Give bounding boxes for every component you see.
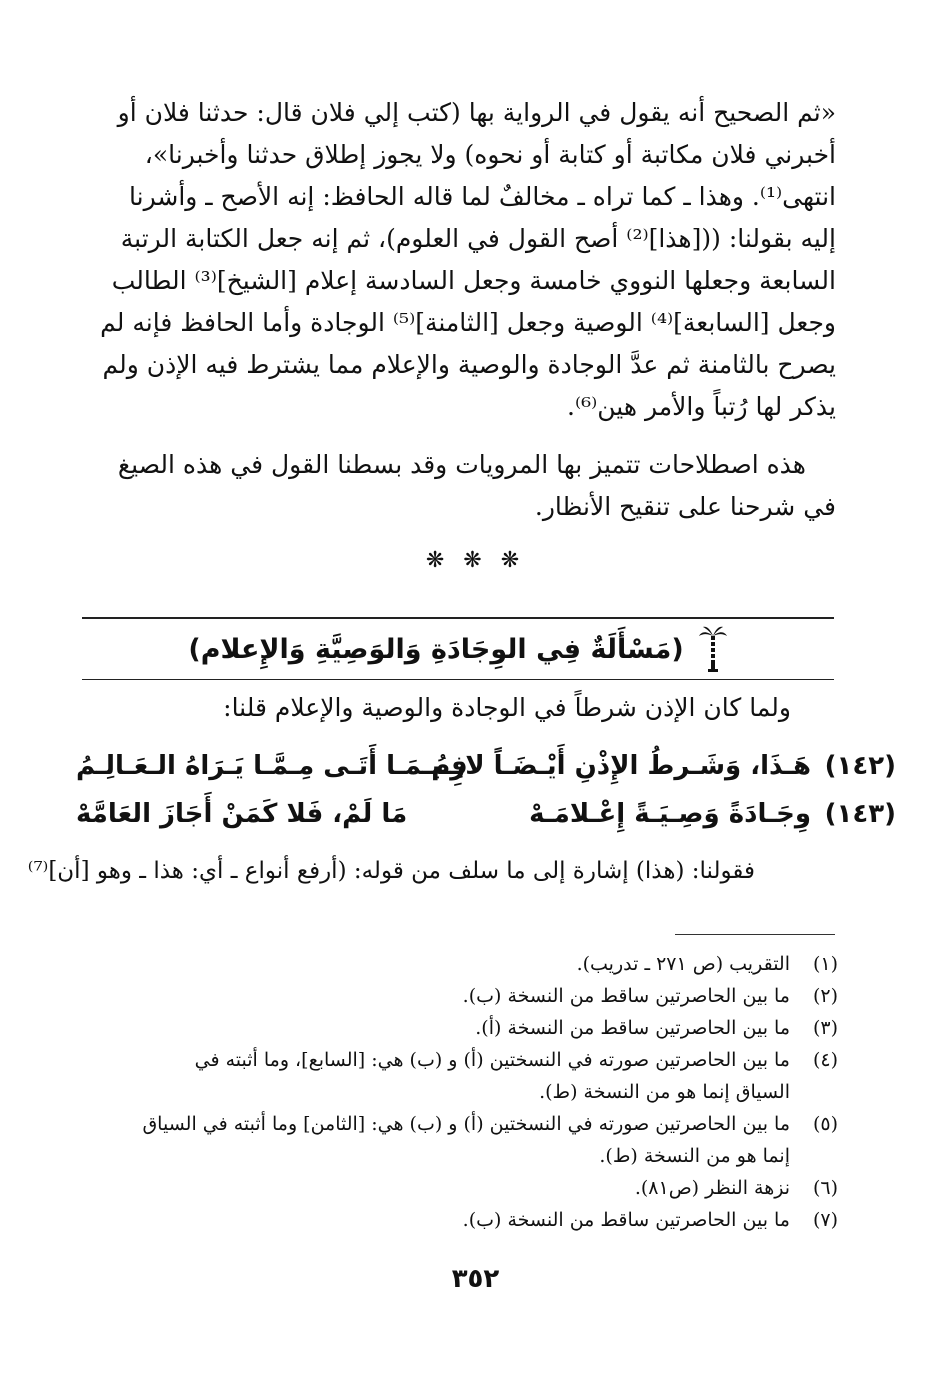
footnote-text: ما بين الحاصرتين ساقط من النسخة (أ). [475,1017,790,1039]
text-line: «ثم الصحيح أنه يقول في الرواية بها (كتب إلي فلان قال: حدثنا فلان أو [117,98,836,127]
verse-number: (١٤٣) [824,799,896,829]
footnote-item [78,1172,838,1204]
footnote-number: (٥) [812,1113,838,1135]
paragraph-main [78,92,836,428]
verse-first-hemistich: هَـذَا، وَشَـرطُ الإِذْنِ أَيْـضَـاً لازِمُ [431,751,811,781]
text-line: وجعل [السابعة]⁽⁴⁾ الوصية وجعل [الثامنة]⁽⁵⁾ الوجادة وأما الحافظ فإنه لم [100,308,836,337]
footnote-number: (٣) [812,1017,838,1039]
footnote-divider [675,934,835,935]
footnote-text: إنما هو من النسخة (ط). [599,1145,790,1167]
text-line: أخبرني فلان مكاتبة أو كتابة أو نحوه) ولا يجوز إطلاق حدثنا وأخبرنا»، [144,140,836,169]
section-separator: ❋ ❋ ❋ [425,548,526,573]
footnote-text: ما بين الحاصرتين ساقط من النسخة (ب). [462,985,790,1007]
footnotes [78,948,838,1236]
text-line: هذه اصطلاحات تتميز بها المرويات وقد بسطنا القول في هذه الصيغ [117,450,806,479]
footnote-number: (٢) [812,985,838,1007]
footnote-item [78,948,838,980]
text-line: إليه بقولنا: (([هذا]⁽²⁾ أصح القول في العلوم)، ثم إنه جعل الكتابة الرتبة [120,224,836,253]
footnote-text: ما بين الحاصرتين ساقط من النسخة (ب). [462,1209,790,1231]
verse-line [76,793,896,839]
verse-second-hemistich: فِـيـمَـا أَتَـى مِـمَّـا يَـرَاهُ الـعَـالِـمُ [76,751,468,781]
heading-rule-top [82,617,834,619]
intro-line: ولما كان الإذن شرطاً في الوجادة والوصية والإعلام قلنا: [223,693,791,722]
footnote-item [78,1012,838,1044]
page-number: ٣٥٢ [451,1264,500,1294]
footnote-text: ما بين الحاصرتين صورته في النسختين (أ) و (ب) هي: [السابع]، وما أثبته في [194,1049,790,1071]
footnote-item [78,1108,838,1172]
palm-ornament-icon [698,624,728,674]
commentary-line: فقولنا: (هذا) إشارة إلى ما سلف من قوله: (أرفع أنواع ـ أي: هذا ـ وهو [أن]⁽⁷⁾ [27,858,755,884]
text-line: انتهى⁽¹⁾. وهذا ـ كما تراه ـ مخالفٌ لما قاله الحافظ: إنه الأصح ـ وأشرنا [129,182,836,211]
footnote-text: السياق إنما هو من النسخة (ط). [539,1081,790,1103]
text-line: يذكر لها رُتباً والأمر هين⁽⁶⁾. [567,392,836,421]
footnote-number: (٧) [812,1209,838,1231]
footnote-item [78,980,838,1012]
footnote-text: ما بين الحاصرتين صورته في النسختين (أ) و (ب) هي: [الثامن] وما أثبته في السياق [142,1113,790,1135]
footnote-item [78,1204,838,1236]
footnote-number: (٤) [812,1049,838,1071]
verse-number: (١٤٢) [824,751,896,781]
footnote-text: التقريب (ص ٢٧١ ـ تدريب). [576,953,790,975]
text-line: في شرحنا على تنقيح الأنظار. [534,492,836,521]
paragraph-second [78,444,836,528]
footnote-number: (١) [812,953,838,975]
verse-second-hemistich: مَا لَمْ، فَلا كَمَنْ أَجَازَ العَامَّهْ [76,799,408,829]
text-line: يصرح بالثامنة ثم عدَّ الوجادة والوصية والإعلام مما يشترط فيه الإذن ولم [102,350,836,379]
footnote-number: (٦) [812,1177,838,1199]
verse-line [76,745,896,791]
verse-first-hemistich: وِجَـادَةً وَصِـيَـةً إِعْـلامَـهْ [529,799,811,829]
heading-title: (مَسْأَلَةٌ فِي الوِجَادَةِ وَالوَصِيَّةِ وَالإِعلام) [188,633,684,665]
section-heading [82,622,834,676]
heading-rule-bottom [82,679,834,680]
footnote-text: نزهة النظر (ص٨١). [634,1177,790,1199]
text-line: السابعة وجعلها النووي خامسة وجعل السادسة إعلام [الشيخ]⁽³⁾ الطالب [111,266,836,295]
footnote-item [78,1044,838,1108]
